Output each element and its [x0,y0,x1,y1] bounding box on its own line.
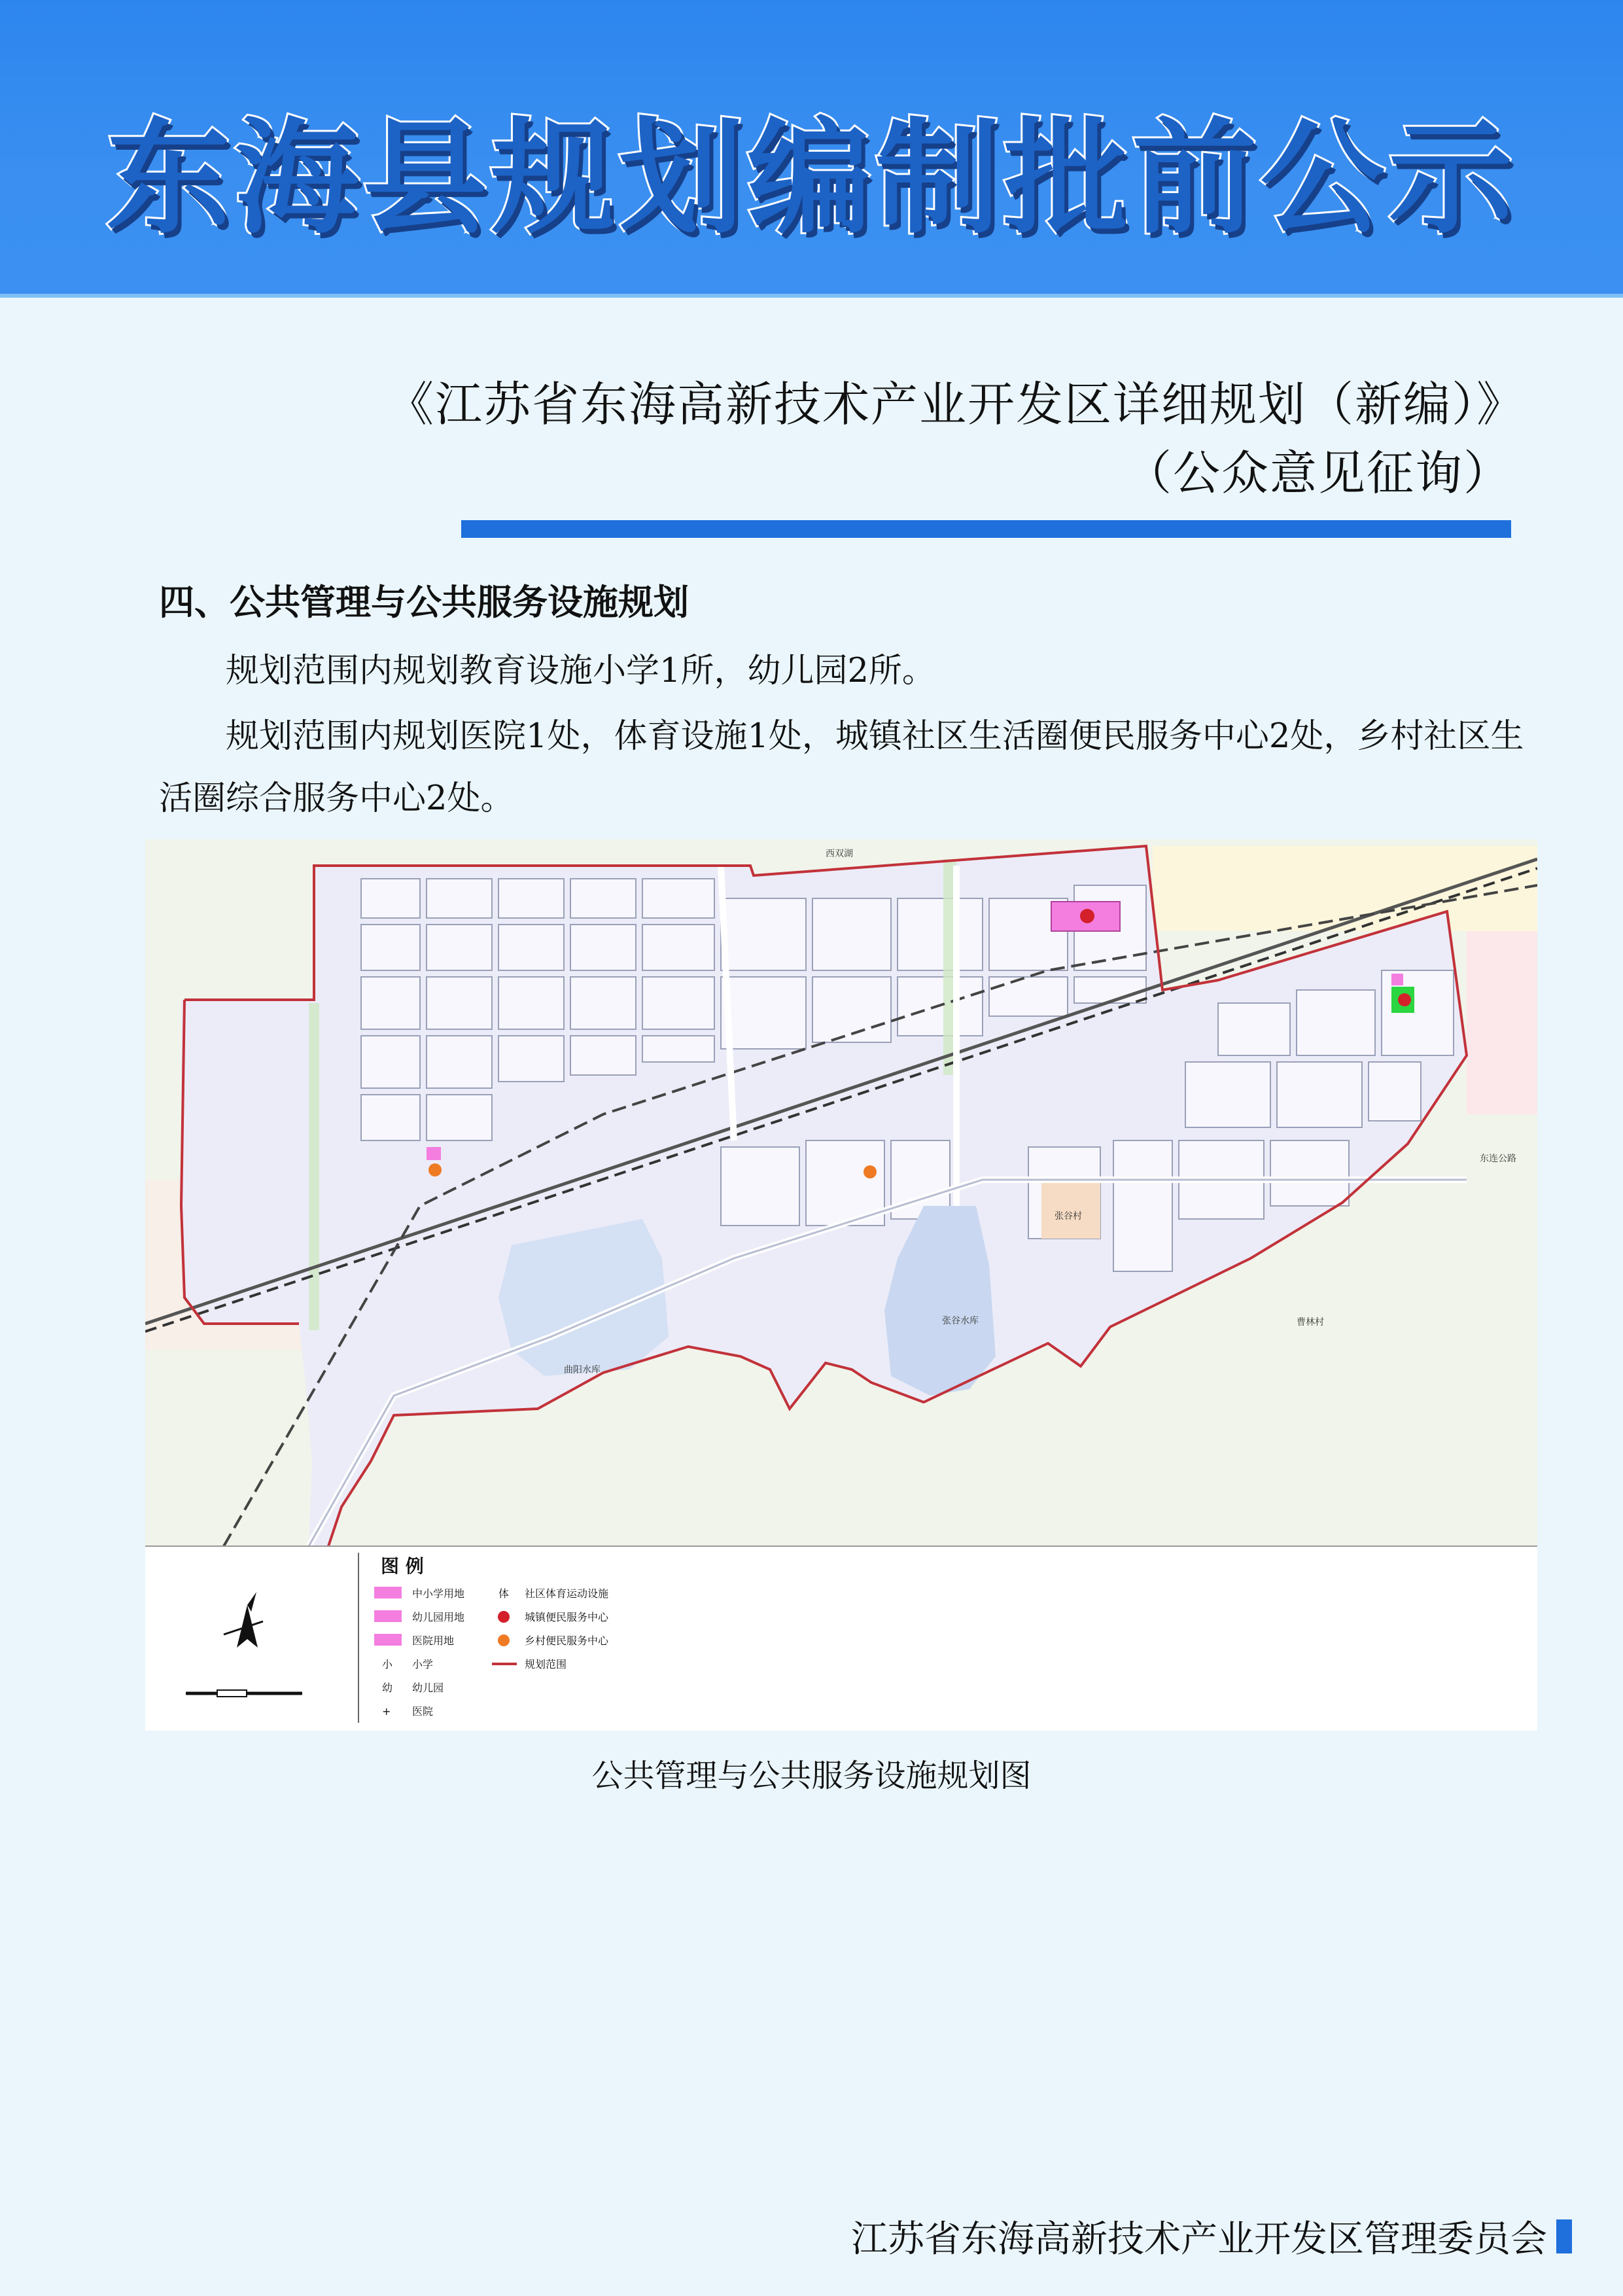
page-title: 东海县规划编制批前公示 [106,106,1517,251]
paragraph-facilities: 规划范围内规划医院1处，体育设施1处，城镇社区生活圈便民服务中心2处，乡村社区生活圈综合服务中心2处。 [159,717,1524,818]
section-heading: 四、公共管理与公共服务设施规划 [159,581,689,623]
legend-marker-town-center [498,1611,510,1623]
legend-label-hospital: 医院 [412,1705,434,1718]
label-donglian-road: 东连公路 [1480,1154,1516,1164]
legend-label-kindergarten: 幼儿园 [412,1682,444,1694]
town-service-center-marker-1 [1080,909,1094,923]
legend-label-school-land: 中小学用地 [412,1587,465,1600]
legend-swatch-school [374,1587,402,1598]
title-underline [461,520,1511,538]
legend-swatch-kindergarten [374,1610,402,1622]
label-zhanggu-cun: 张谷村 [1055,1211,1082,1222]
zhanggu-village-area [1041,1180,1100,1239]
planning-map-svg [145,839,1537,1731]
label-xishuanghu: 西双湖 [826,849,853,859]
legend-label-sports: 社区体育运动设施 [525,1587,609,1600]
kindergarten-land-marker-west [427,1147,441,1160]
document-title: 《江苏省东海高新技术产业开发区详细规划（新编）》 [386,377,1525,432]
legend-symbol-hospital-icon: + [382,1705,391,1718]
footer-org-name: 江苏省东海高新技术产业开发区管理委员会 [851,2218,1547,2261]
legend-label-boundary: 规划范围 [525,1658,567,1670]
footer-mark [1556,2219,1572,2253]
legend-title: 图 例 [381,1555,424,1577]
footer-organization [851,2210,1572,2263]
legend-label-hospital-land: 医院用地 [412,1634,455,1647]
header-banner [0,0,1623,298]
town-service-center-marker-2 [1398,993,1411,1006]
village-service-center-marker-2 [864,1165,877,1178]
legend-label-village-center: 乡村便民服务中心 [525,1634,609,1647]
legend-swatch-hospital [374,1634,402,1646]
planning-map [145,839,1537,1731]
label-caolin-cun: 曹林村 [1297,1317,1324,1328]
paragraph-education: 规划范围内规划教育设施小学1所，幼儿园2所。 [226,652,935,690]
village-service-center-marker-1 [428,1163,442,1176]
legend-panel [145,1546,1537,1731]
document-subtitle: （公众意见征询） [1124,446,1512,501]
map-caption: 公共管理与公共服务设施规划图 [591,1757,1032,1794]
label-quyang-reservoir: 曲阳水库 [564,1365,601,1375]
legend-symbol-kindergarten: 幼 [382,1682,393,1694]
legend-label-town-center: 城镇便民服务中心 [525,1611,609,1623]
label-zhanggu-reservoir: 张谷水库 [942,1316,979,1326]
kindergarten-land-marker [1391,974,1403,985]
legend-symbol-primary: 小 [382,1658,393,1670]
legend-marker-village-center [498,1634,510,1646]
legend-symbol-sports: 体 [498,1587,510,1600]
legend-label-primary: 小学 [412,1658,434,1670]
legend-label-kindergarten-land: 幼儿园用地 [412,1611,465,1623]
